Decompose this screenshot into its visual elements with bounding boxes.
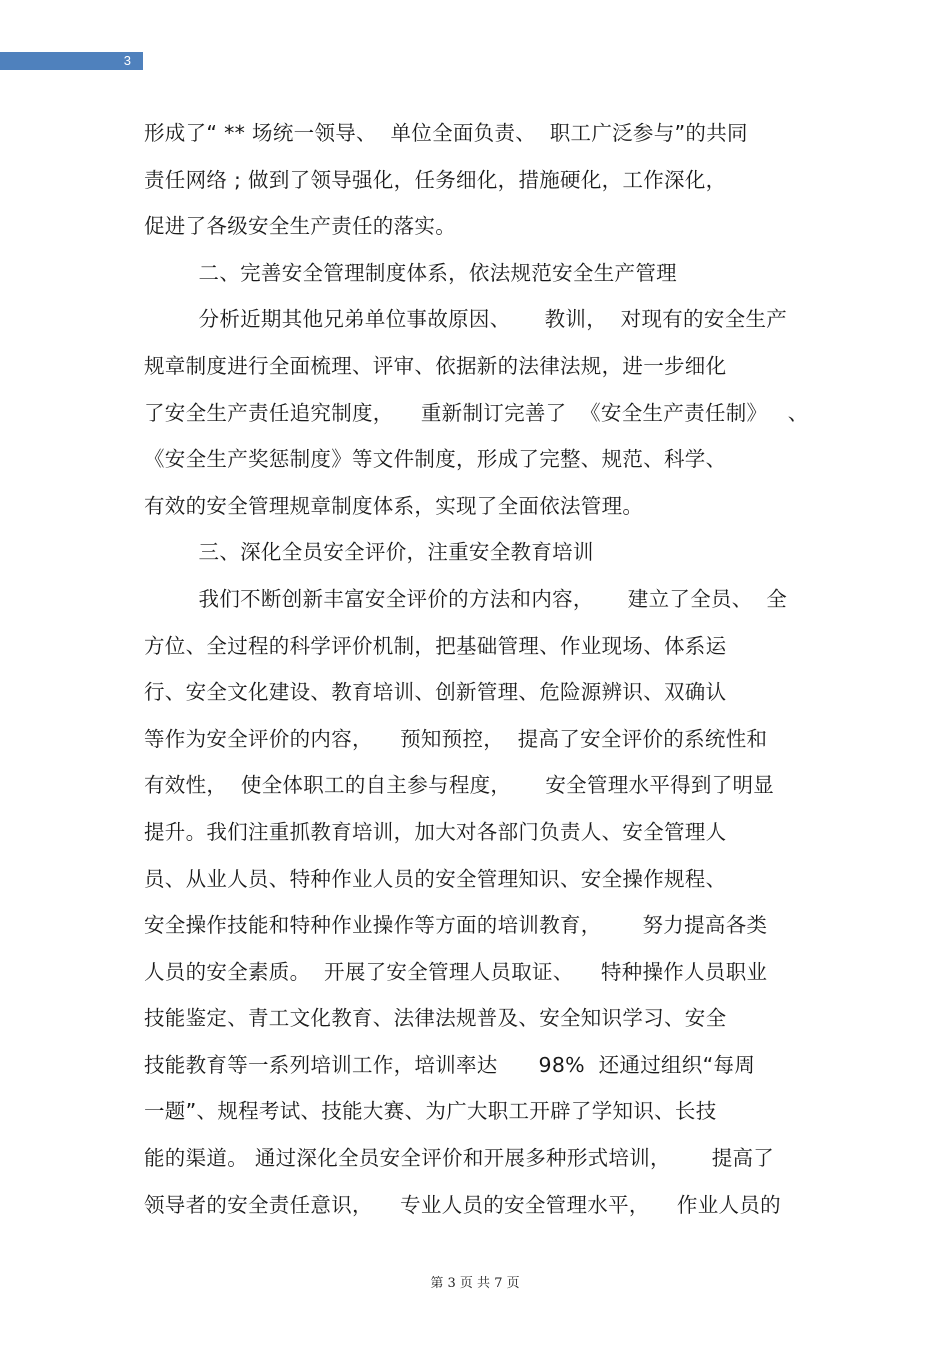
- text-line: 人员的安全素质。 开展了安全管理人员取证、 特种操作人员职业: [144, 959, 768, 984]
- text-line: 《安全生产奖惩制度》等文件制度，形成了完整、规范、科学、: [144, 447, 727, 472]
- document-body: [144, 110, 824, 1228]
- text-line: 一题”、规程考试、技能大赛、为广大职工开辟了学知识、长技: [144, 1099, 717, 1124]
- text-line: 安全操作技能和特种作业操作等方面的培训教育， 努力提高各类: [144, 913, 768, 938]
- text-line: 规章制度进行全面梳理、评审、依据新的法律法规，进一步细化: [144, 353, 727, 378]
- text-line: 领导者的安全责任意识， 专业人员的安全管理水平， 作业人员的: [144, 1192, 781, 1217]
- text-line: 员、从业人员、特种作业人员的安全管理知识、安全操作规程、: [144, 866, 727, 891]
- text-line: 提升。我们注重抓教育培训，加大对各部门负责人、安全管理人: [144, 819, 727, 844]
- text-line: 责任网络 ; 做到了领导强化，任务细化，措施硬化，工作深化，: [144, 167, 727, 192]
- text-line: 了安全生产责任追究制度， 重新制订完善了 《安全生产责任制》 、: [144, 400, 809, 425]
- text-line: 我们不断创新丰富安全评价的方法和内容， 建立了全员、 全: [144, 586, 788, 611]
- page-number-tab: [0, 52, 143, 70]
- text-line: 有效的安全管理规章制度体系，实现了全面依法管理。: [144, 493, 644, 518]
- text-line: 有效性， 使全体职工的自主参与程度， 安全管理水平得到了明显: [144, 773, 775, 798]
- text-line: 促进了各级安全生产责任的落实。: [144, 214, 456, 239]
- text-line: 行、安全文化建设、教育培训、创新管理、危险源辨识、双确认: [144, 680, 727, 705]
- section-heading-2: 二、完善安全管理制度体系，依法规范安全生产管理: [144, 260, 677, 285]
- page-footer: 第 3 页 共 7 页: [430, 1276, 520, 1291]
- text-line: 形成了“ ** 场统一领导、 单位全面负责、 职工广泛参与”的共同: [144, 121, 748, 145]
- text-line: 技能教育等一系列培训工作，培训率达 98% 还通过组织“每周: [144, 1052, 756, 1077]
- header-page-number: 3: [123, 53, 131, 68]
- text-line: 分析近期其他兄弟单位事故原因、 教训， 对现有的安全生产: [144, 307, 788, 332]
- text-line: 能的渠道。 通过深化全员安全评价和开展多种形式培训， 提高了: [144, 1146, 775, 1171]
- text-line: 方位、全过程的科学评价机制，把基础管理、作业现场、体系运: [144, 633, 727, 658]
- text-line: 等作为安全评价的内容， 预知预控， 提高了安全评价的系统性和: [144, 726, 768, 751]
- text-line: 技能鉴定、青工文化教育、法律法规普及、安全知识学习、安全: [144, 1006, 727, 1031]
- section-heading-3: 三、深化全员安全评价，注重安全教育培训: [144, 540, 594, 565]
